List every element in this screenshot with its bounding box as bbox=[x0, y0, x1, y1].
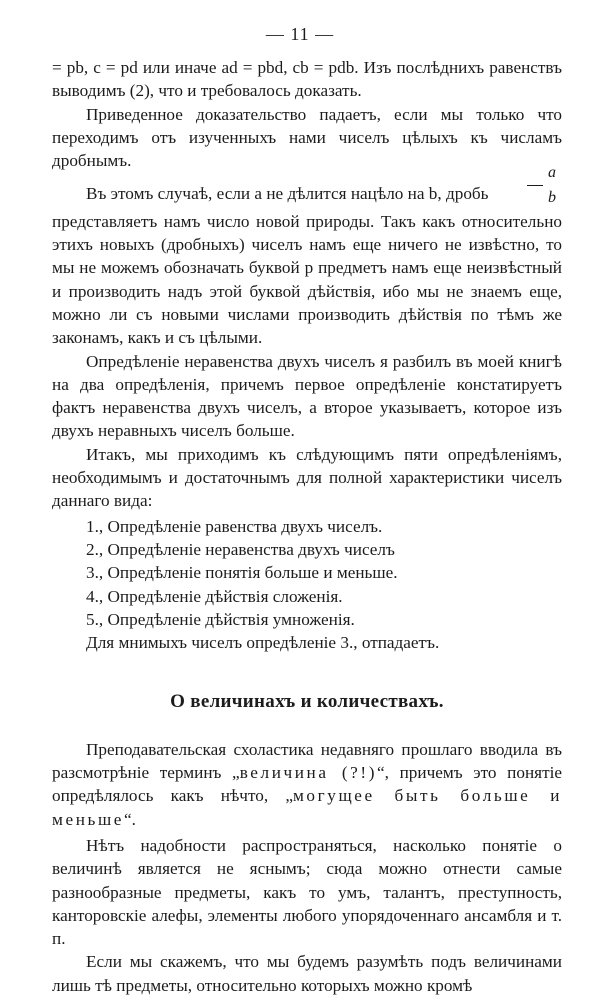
paragraph-magnitude-unclear: Нѣтъ надобности распространяться, насколько понятіе о величинѣ является не яснымъ; сюда можно отнести самые разнообразные предметы, какъ то умъ, талантъ, преступность, канторовскіе алефы, элементы любого упорядоченнаго ансамбля и т. п. bbox=[52, 835, 562, 949]
paragraph-proof-end: = pb, c = pd или иначе ad = pbd, cb = pdb. Изъ послѣднихъ равенствъ выводимъ (2), что и требовалось доказать. bbox=[52, 58, 562, 101]
list-item: 1., Опредѣленіе равенства двухъ чиселъ. bbox=[86, 516, 383, 536]
fraction-bar bbox=[527, 185, 543, 186]
paragraph-fraction-case bbox=[52, 164, 562, 207]
fraction-denominator: b bbox=[548, 189, 556, 207]
paragraph-proof-fails: Приведенное доказательство падаетъ, если мы только что переходимъ отъ изученныхъ нами чиселъ цѣлыхъ къ числамъ дробнымъ. bbox=[52, 104, 562, 171]
imaginary-numbers-note: Для мнимыхъ чиселъ опредѣленіе 3., отпадаетъ. bbox=[86, 633, 440, 653]
list-item: 4., Опредѣленіе дѣйствія сложенія. bbox=[86, 586, 343, 606]
definitions-list bbox=[52, 515, 562, 631]
list-item: 2., Опредѣленіе неравенства двухъ чиселъ bbox=[86, 539, 395, 559]
section-title: О величинахъ и количествахъ. bbox=[170, 691, 444, 713]
list-item: 3., Опредѣленіе понятія больше и меньше. bbox=[86, 563, 398, 583]
scholasticism-text-b: “, причемъ это понятіе опредѣлялось какъ нѣчто, „ bbox=[52, 763, 562, 806]
fraction-numerator: a bbox=[548, 164, 556, 182]
paragraph-new-numbers: представляетъ намъ число новой природы. Такъ какъ относительно этихъ новыхъ (дробныхъ) чиселъ намъ еще ничего не извѣстно, то мы не можемъ обозначать буквой p предметъ намъ еще неизвѣстный и производить надъ этой буквой дѣйствія, ибо мы не знаемъ еще, можно ли съ новыми числами производить дѣйствія по тѣмъ же законамъ, какъ и съ цѣлыми. bbox=[52, 211, 562, 348]
list-item: 5., Опредѣленіе дѣйствія умноженія. bbox=[86, 609, 355, 629]
paragraph-if-we-say: Если мы скажемъ, что мы будемъ разумѣть подъ величинами лишь тѣ предметы, относительно которыхъ можно кромѣ bbox=[52, 952, 562, 995]
paragraph-inequality-definition: Опредѣленіе неравенства двухъ чиселъ я разбилъ въ моей книгѣ на два опредѣленія, причемъ первое опредѣленіе констатируетъ фактъ неравенства двухъ чиселъ, а второе указываетъ, которое изъ двухъ неравныхъ чиселъ больше. bbox=[52, 351, 562, 441]
term-magnitude: величина (?!) bbox=[239, 763, 378, 783]
scholasticism-text-c: “. bbox=[124, 809, 136, 829]
paragraph-scholasticism bbox=[52, 738, 562, 831]
term-more-or-less: могущее быть больше и меньше bbox=[52, 786, 562, 829]
fraction-a-over-b bbox=[514, 164, 556, 207]
page-number: — 11 — bbox=[265, 24, 335, 44]
scholasticism-text-a: Преподавательская схоластика недавняго прошлаго вводила въ разсмотрѣніе терминъ „ bbox=[52, 739, 562, 783]
fraction-case-text: Въ этомъ случаѣ, если a не дѣлится нацѣло на b, дробь bbox=[86, 184, 489, 204]
paragraph-five-definitions: Итакъ, мы приходимъ къ слѣдующимъ пяти опредѣленіямъ, необходимымъ и достаточнымъ для полной характеристики чиселъ даннаго вида: bbox=[52, 444, 562, 511]
page-content bbox=[52, 56, 562, 997]
